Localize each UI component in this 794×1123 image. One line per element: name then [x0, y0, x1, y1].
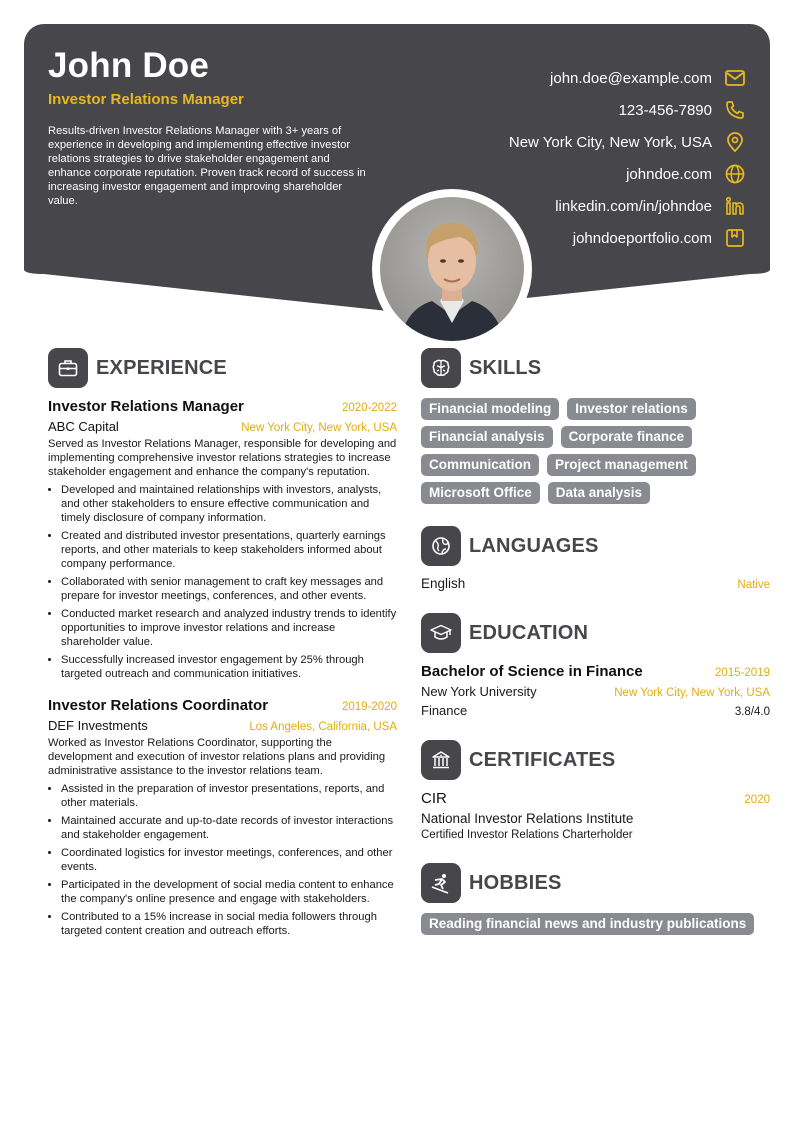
- skill-pill: Corporate finance: [561, 426, 693, 448]
- job-title: Investor Relations Manager: [48, 398, 244, 415]
- job-company: ABC Capital: [48, 419, 119, 434]
- contact-location-text: New York City, New York, USA: [508, 133, 712, 151]
- job-bullet: • Developed and maintained relationships with investors, analysts, and other stakeholders to ensure effective communication and timely disclosure of company information.: [61, 483, 397, 525]
- skill-pill: Project management: [547, 454, 696, 476]
- job-dates: 2019-2020: [342, 701, 397, 713]
- skill-pill: Data analysis: [548, 482, 650, 504]
- skill-pill: Microsoft Office: [421, 482, 540, 504]
- job-title: Investor Relations Coordinator: [48, 697, 269, 714]
- phone-icon: [724, 99, 746, 121]
- contact-linkedin-text: linkedin.com/in/johndoe: [555, 197, 712, 215]
- certificate-name: CIR: [421, 790, 447, 807]
- location-pin-icon: [724, 131, 746, 153]
- job-bullets: [48, 782, 397, 938]
- summary-text: Results-driven Investor Relations Manager with 3+ years of experience in developing and implementing effective investor relations strategies to drive stakeholder engagement and enhance corporate reputation. Proven track record of success in increasing investor engagement and improving shareholder value.: [48, 125, 366, 207]
- graduation-cap-icon: [421, 613, 461, 653]
- contact-phone[interactable]: [350, 94, 770, 126]
- certificate-year: 2020: [744, 794, 770, 806]
- certificate-description: Certified Investor Relations Charterholder: [421, 829, 633, 841]
- job-bullets: [48, 483, 397, 681]
- education-school: New York University: [421, 684, 537, 699]
- profile-photo: [380, 197, 524, 341]
- institution-icon: [421, 740, 461, 780]
- experience-header: [48, 348, 397, 388]
- skills-section: [421, 348, 770, 504]
- skier-icon: [421, 863, 461, 903]
- job-bullet: • Collaborated with senior management to craft key messages and prepare for investor meetings, conferences, and other events.: [61, 575, 397, 603]
- globe-language-icon: [421, 526, 461, 566]
- education-dates: 2015-2019: [715, 667, 770, 679]
- skills-header: [421, 348, 770, 388]
- language-name: English: [421, 576, 466, 591]
- language-level: Native: [737, 579, 770, 591]
- portfolio-icon: [724, 227, 746, 249]
- hobbies-title: HOBBIES: [469, 871, 562, 894]
- mail-icon: [724, 67, 746, 89]
- languages-section: [421, 526, 770, 591]
- education-gpa: 3.8/4.0: [734, 706, 770, 718]
- skill-pill: Investor relations: [567, 398, 696, 420]
- briefcase-icon: [48, 348, 88, 388]
- contact-portfolio-text: johndoeportfolio.com: [572, 229, 712, 247]
- job-bullet: • Coordinated logistics for investor meetings, conferences, and other events.: [61, 846, 397, 874]
- job-bullet: • Created and distributed investor presentations, quarterly earnings reports, and other materials to keep stakeholders informed about company performance.: [61, 529, 397, 571]
- job-entry: [48, 697, 397, 938]
- hobbies-header: [421, 863, 770, 903]
- hobbies-section: [421, 863, 770, 935]
- brain-icon: [421, 348, 461, 388]
- hobbies-list: [421, 913, 770, 935]
- globe-icon: [724, 163, 746, 185]
- contact-location[interactable]: [350, 126, 770, 158]
- job-bullet: • Successfully increased investor engagement by 25% through targeted outreach and communication initiatives.: [61, 653, 397, 681]
- contact-phone-text: 123-456-7890: [618, 101, 712, 119]
- job-bullet: • Participated in the development of social media content to enhance the company's online presence and engage with stakeholders.: [61, 878, 397, 906]
- job-bullet: • Conducted market research and analyzed industry trends to identify opportunities to improve investor relations and increase shareholder value.: [61, 607, 397, 649]
- right-column: [421, 348, 770, 957]
- education-location: New York City, New York, USA: [614, 687, 770, 699]
- languages-title: LANGUAGES: [469, 534, 599, 557]
- experience-title: EXPERIENCE: [96, 356, 227, 379]
- job-entry: [48, 398, 397, 681]
- job-description: Worked as Investor Relations Coordinator, supporting the development and execution of investor relations plans and providing administrative assistance to the investor relations team.: [48, 737, 386, 777]
- contact-email-text: john.doe@example.com: [550, 69, 712, 87]
- job-location: New York City, New York, USA: [241, 422, 397, 434]
- job-bullet: • Maintained accurate and up-to-date records of investor interactions and stakeholder engagement.: [61, 814, 397, 842]
- job-bullet: • Assisted in the preparation of investor presentations, reports, and other materials.: [61, 782, 397, 810]
- skill-pill: Financial analysis: [421, 426, 553, 448]
- candidate-role: Investor Relations Manager: [48, 91, 244, 108]
- candidate-name: John Doe: [48, 46, 210, 85]
- education-header: [421, 613, 770, 653]
- education-degree: Bachelor of Science in Finance: [421, 663, 643, 680]
- skill-pill: Communication: [421, 454, 539, 476]
- job-bullet: • Contributed to a 15% increase in social media followers through targeted content creation and outreach efforts.: [61, 910, 397, 938]
- job-company: DEF Investments: [48, 718, 148, 733]
- skill-pill: Financial modeling: [421, 398, 559, 420]
- certificates-title: CERTIFICATES: [469, 748, 616, 771]
- certificates-header: [421, 740, 770, 780]
- contact-email[interactable]: [350, 62, 770, 94]
- skills-title: SKILLS: [469, 356, 542, 379]
- education-section: [421, 613, 770, 718]
- certificate-issuer: National Investor Relations Institute: [421, 811, 634, 826]
- job-description: Served as Investor Relations Manager, responsible for developing and implementing comprehensive investor relations strategies to increase stakeholder engagement and enhance the company's reputation.: [48, 438, 397, 478]
- contact-website[interactable]: [350, 158, 770, 190]
- hobby-pill: Reading financial news and industry publications: [421, 913, 754, 935]
- education-title: EDUCATION: [469, 621, 589, 644]
- language-row: [421, 576, 770, 591]
- job-location: Los Angeles, California, USA: [249, 721, 397, 733]
- job-dates: 2020-2022: [342, 402, 397, 414]
- education-field: Finance: [421, 703, 468, 718]
- contact-website-text: johndoe.com: [626, 165, 712, 183]
- skills-list: [421, 398, 770, 504]
- linkedin-icon: [724, 195, 746, 217]
- certificates-section: [421, 740, 770, 841]
- languages-header: [421, 526, 770, 566]
- left-column: [48, 348, 397, 954]
